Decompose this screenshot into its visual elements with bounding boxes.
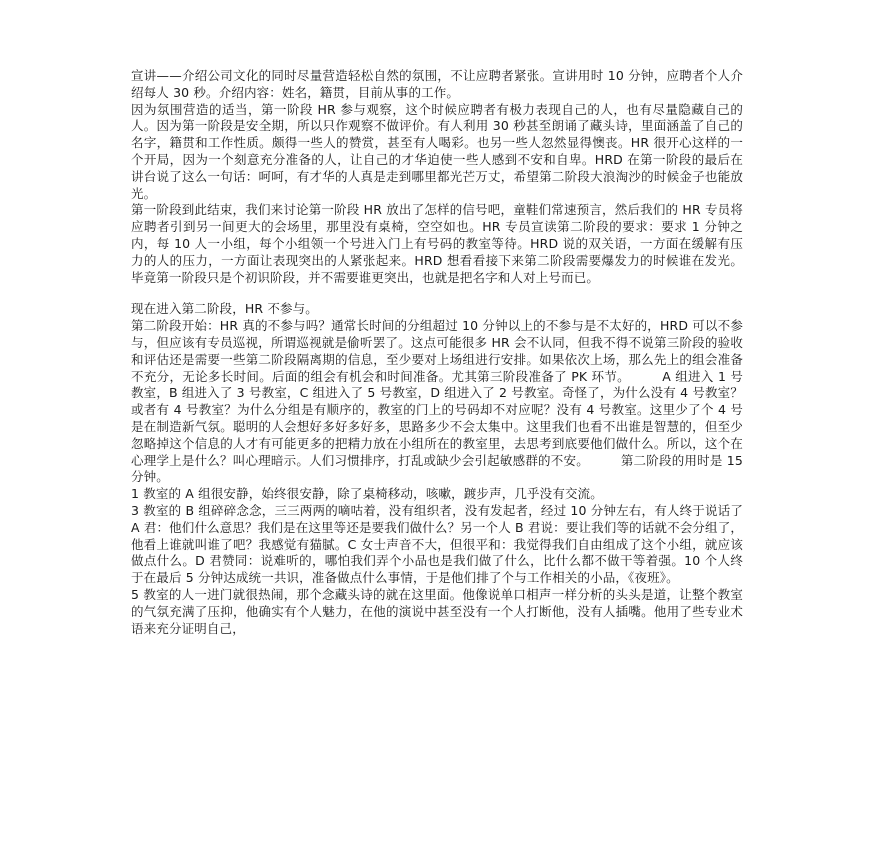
paragraph-stage-two-start: 第二阶段开始：HR 真的不参与吗？通常长时间的分组超过 10 分钟以上的不参与是不太好的，HRD 可以不参与，但应该有专员巡视，所谓巡视就是偷听罢了。这点可能很多 HR 会不认同，但我不得不说第三阶段的验收和评估还是需要一些第二阶段隔离期的信息，至少要对上场组进行安排。如果依次上场，那么先上的组会准备不充分，无论多长时间。后面的组会有机会和时间准备。尤其第三阶段准备了 PK 环节。 A 组进入 1 号教室，B 组进入了 3 号教室，C 组进入了 5 号教室，D 组进入了 2 号教室。奇怪了，为什么没有 4 号教室？或者有 4 号教室？为什么分组是有顺序的，教室的门上的号码却不对应呢？没有 4 号教室。这里少了个 4 号是在制造新气氛。聪明的人会想好多好多好多，思路多少不会太集中。这里我们也看不出谁是智慧的，但至少忽略掉这个信息的人才有可能更多的把精力放在小组所在的教室里，去思考到底要他们做什么。所以，这个在心理学上是什么？叫心理暗示。人们习惯排序，打乱或缺少会引起敏感群的不安。 第二阶段的用时是 15 分钟。 xyxy=(131,318,743,485)
paragraph-gap xyxy=(131,286,743,301)
paragraph-intro: 宣讲——介绍公司文化的同时尽量营造轻松自然的氛围，不让应聘者紧张。宣讲用时 10 分钟，应聘者个人介绍每人 30 秒。介绍内容：姓名，籍贯，目前从事的工作。 xyxy=(131,68,743,100)
paragraph-stage-one-observation: 因为氛围营造的适当，第一阶段 HR 参与观察，这个时候应聘者有极力表现自己的人，也有尽量隐藏自己的人。因为第一阶段是安全期，所以只作观察不做评价。有人利用 30 秒甚至朗诵了藏头诗，里面涵盖了自己的名字，籍贯和工作性质。颇得一些人的赞赏，甚至有人喝彩。也另一些人忽然显得懊丧。HR 很开心这样的一个开局，因为一个刻意充分准备的人，让自己的才华迫使一些人感到不安和自卑。HRD 在第一阶段的最后在讲台说了这么一句话：呵呵，有才华的人真是走到哪里都光芒万丈，希望第二阶段大浪淘沙的时候金子也能放光。 xyxy=(131,101,743,201)
document-page xyxy=(131,68,743,637)
paragraph-room-3: 3 教室的 B 组碎碎念念，三三两两的嘀咕着，没有组织者，没有发起者，经过 10 分钟左右，有人终于说话了 A 君：他们什么意思？我们是在这里等还是要我们做什么？另一个人 B 君说：要让我们等的话就不会分组了，他看上谁就叫谁了吧？我感觉有猫腻。C 女士声音不大，但很平和：我觉得我们自由组成了这个小组，就应该做点什么。D 君赞同：说难听的，哪怕我们弄个小品也是我们做了什么，比什么都不做干等着强。10 个人终于在最后 5 分钟达成统一共识，准备做点什么事情，于是他们排了个与工作相关的小品，《夜班》。 xyxy=(131,502,743,586)
paragraph-stage-one-end: 第一阶段到此结束，我们来讨论第一阶段 HR 放出了怎样的信号吧，童鞋们常速预言，然后我们的 HR 专员将应聘者引到另一间更大的会场里，那里没有桌椅，空空如也。HR 专员宣读第二阶段的要求：要求 1 分钟之内，每 10 人一小组，每个小组领一个号进入门上有号码的教室等待。HRD 说的双关语，一方面在缓解有压力的人的压力，一方面让表现突出的人紧张起来。HRD 想看看接下来第二阶段需要爆发力的时候谁在发光。毕竟第一阶段只是个初识阶段，并不需要谁更突出，也就是把名字和人对上号而已。 xyxy=(131,202,743,285)
paragraph-stage-two-intro: 现在进入第二阶段，HR 不参与。 xyxy=(131,301,318,317)
paragraph-room-5: 5 教室的人一进门就很热闹，那个念藏头诗的就在这里面。他像说单口相声一样分析的头头是道，让整个教室的气氛充满了压抑，他确实有个人魅力，在他的演说中甚至没有一个人打断他，没有人插嘴。他用了些专业术语来充分证明自己， xyxy=(131,586,743,636)
paragraph-room-1: 1 教室的 A 组很安静，始终很安静，除了桌椅移动，咳嗽，踱步声，几乎没有交流。 xyxy=(131,486,603,502)
